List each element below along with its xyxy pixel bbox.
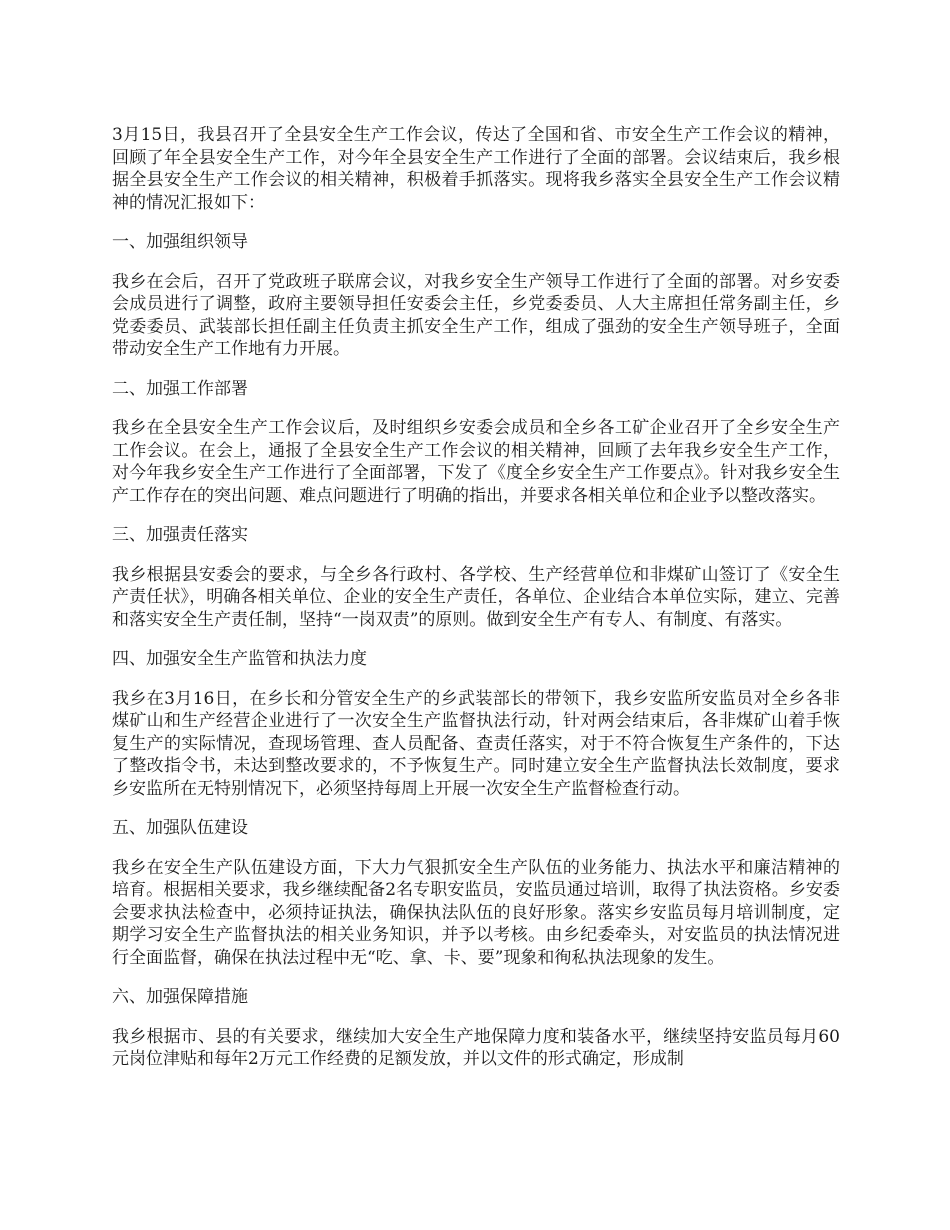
section-body-1: 我乡在会后，召开了党政班子联席会议，对我乡安全生产领导工作进行了全面的部署。对乡安委会成员进行了调整，政府主要领导担任安委会主任，乡党委委员、人大主席担任常务副主任，乡党委委员、武装部长担任副主任负责主抓安全生产工作，组成了强劲的安全生产领导班子，全面带动安全生产工作地有力开展。	[112, 271, 840, 359]
section-heading-3: 三、加强责任落实	[112, 525, 248, 545]
section-heading-4: 四、加强安全生产监管和执法力度	[112, 649, 367, 669]
section-heading-5: 五、加强队伍建设	[112, 818, 248, 838]
section-body-4: 我乡在3月16日，在乡长和分管安全生产的乡武装部长的带领下，我乡安监所安监员对全乡各非煤矿山和生产经营企业进行了一次安全生产监督执法行动，针对两会结束后，各非煤矿山着手恢复生产的实际情况，查现场管理、查人员配备、查责任落实，对于不符合恢复生产条件的，下达了整改指令书，未达到整改要求的，不予恢复生产。同时建立安全生产监督执法长效制度，要求乡安监所在无特别情况下，必须坚持每周上开展一次安全生产监督检查行动。	[112, 688, 840, 799]
intro-paragraph: 3月15日，我县召开了全县安全生产工作会议，传达了全国和省、市安全生产工作会议的精神，回顾了年全县安全生产工作，对今年全县安全生产工作进行了全面的部署。会议结束后，我乡根据全县安全生产工作会议的相关精神，积极着手抓落实。现将我乡落实全县安全生产工作会议精神的情况汇报如下：	[112, 125, 840, 213]
section-heading-1: 一、加强组织领导	[112, 232, 248, 252]
section-body-6: 我乡根据市、县的有关要求，继续加大安全生产地保障力度和装备水平，继续坚持安监员每月60元岗位津贴和每年2万元工作经费的足额发放，并以文件的形式确定，形成制	[112, 1026, 840, 1069]
section-heading-6: 六、加强保障措施	[112, 987, 248, 1007]
section-body-3: 我乡根据县安委会的要求，与全乡各行政村、各学校、生产经营单位和非煤矿山签订了《安全生产责任状》，明确各相关单位、企业的安全生产责任，各单位、企业结合本单位实际，建立、完善和落实安全生产责任制，坚持“一岗双责”的原则。做到安全生产有专人、有制度、有落实。	[112, 564, 840, 630]
section-heading-2: 二、加强工作部署	[112, 378, 248, 399]
document-page	[112, 124, 840, 1088]
section-body-5: 我乡在安全生产队伍建设方面，下大力气狠抓安全生产队伍的业务能力、执法水平和廉洁精神的培育。根据相关要求，我乡继续配备2名专职安监员，安监员通过培训，取得了执法资格。乡安委会要求执法检查中，必须持证执法，确保执法队伍的良好形象。落实乡安监员每月培训制度，定期学习安全生产监督执法的相关业务知识，并予以考核。由乡纪委牵头，对安监员的执法情况进行全面监督，确保在执法过程中无“吃、拿、卡、要”现象和徇私执法现象的发生。	[112, 857, 840, 968]
section-body-2: 我乡在全县安全生产工作会议后，及时组织乡安委会成员和全乡各工矿企业召开了全乡安全生产工作会议。在会上，通报了全县安全生产工作会议的相关精神，回顾了去年我乡安全生产工作，对今年我乡安全生产工作进行了全面部署，下发了《度全乡安全生产工作要点》。针对我乡安全生产工作存在的突出问题、难点问题进行了明确的指出，并要求各相关单位和企业予以整改落实。	[112, 418, 840, 506]
